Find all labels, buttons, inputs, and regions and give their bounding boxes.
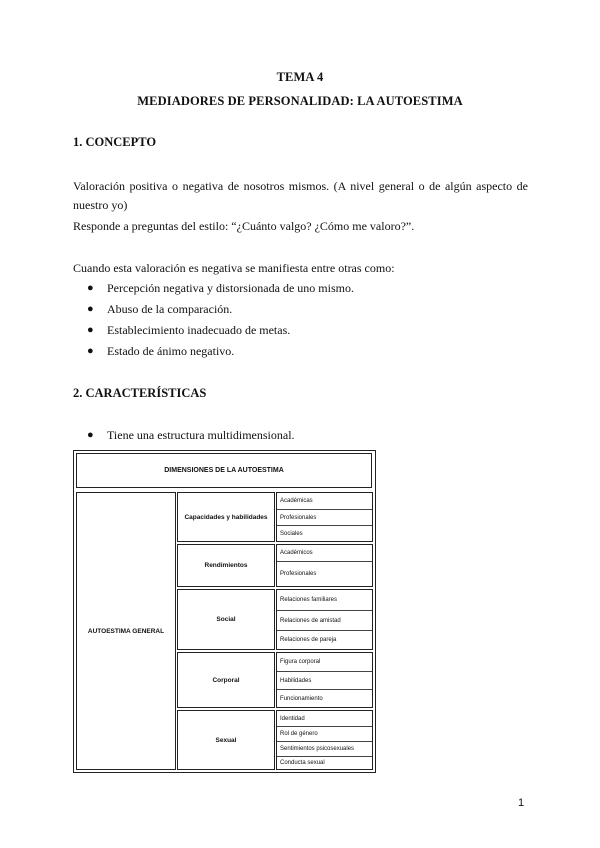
table-cell: Funcionamiento	[277, 689, 372, 707]
self-esteem-dimensions-table	[73, 450, 376, 773]
section-heading-concepto: 1. CONCEPTO	[73, 135, 157, 149]
table-root-cell: AUTOESTIMA GENERAL	[76, 492, 176, 770]
table-cell: Profesionales	[277, 509, 372, 525]
table-cell: Relaciones familiares	[280, 597, 338, 603]
dimension-capacidades: Capacidades y habilidades	[177, 492, 275, 542]
document-title: TEMA 4	[276, 70, 324, 84]
characteristics-list	[87, 426, 295, 447]
dimension-corporal: Corporal	[177, 652, 275, 708]
subitems-social	[276, 589, 373, 650]
subitems-corporal	[276, 652, 373, 708]
table-title: DIMENSIONES DE LA AUTOESTIMA	[76, 453, 372, 488]
list-item: ● Estado de ánimo negativo.	[87, 342, 354, 363]
table-cell: Habilidades	[277, 671, 372, 689]
table-cell: Académicas	[280, 498, 313, 504]
table-cell: Rol de género	[277, 726, 372, 741]
table-cell: Identidad	[280, 715, 305, 722]
section-heading-caracteristicas: 2. CARACTERÍSTICAS	[73, 386, 207, 400]
subitems-sexual	[276, 710, 373, 770]
dimension-rendimientos: Rendimientos	[177, 544, 275, 587]
bullet-dot-icon: ●	[87, 345, 94, 357]
table-cell: Relaciones de amistad	[277, 610, 372, 630]
document-subtitle: MEDIADORES DE PERSONALIDAD: LA AUTOESTIMA	[137, 94, 463, 108]
bullet-dot-icon: ●	[87, 282, 94, 294]
table-cell: Académicos	[280, 550, 313, 556]
table-cell: Figura corporal	[280, 659, 321, 665]
dimension-sexual: Sexual	[177, 710, 275, 770]
subitems-rendimientos	[276, 544, 373, 587]
table-cell: Profesionales	[277, 561, 372, 586]
list-item: ● Establecimiento inadecuado de metas.	[87, 321, 354, 342]
bullet-dot-icon: ●	[87, 303, 94, 315]
table-cell: Conducta sexual	[277, 756, 372, 769]
list-item: ● Percepción negativa y distorsionada de uno mismo.	[87, 279, 354, 300]
paragraph-questions: Responde a preguntas del estilo: “¿Cuánto valgo? ¿Cómo me valoro?”.	[73, 219, 415, 233]
bullet-dot-icon: ●	[87, 429, 94, 441]
list-item: ● Abuso de la comparación.	[87, 300, 354, 321]
manifestations-list	[87, 279, 354, 363]
paragraph-definition: Valoración positiva o negativa de nosotros mismos. (A nivel general o de algún aspecto de nuestro yo)	[73, 179, 528, 212]
bullet-dot-icon: ●	[87, 324, 94, 336]
list-item: ● Tiene una estructura multidimensional.	[87, 426, 295, 447]
table-cell: Sociales	[277, 525, 372, 541]
paragraph-manifestations: Cuando esta valoración es negativa se manifiesta entre otras como:	[73, 261, 395, 275]
table-cell: Sentimientos psicosexuales	[277, 741, 372, 756]
subitems-capacidades	[276, 492, 373, 542]
dimension-social: Social	[177, 589, 275, 650]
page-number: 1	[518, 797, 525, 809]
table-cell: Relaciones de pareja	[277, 630, 372, 649]
